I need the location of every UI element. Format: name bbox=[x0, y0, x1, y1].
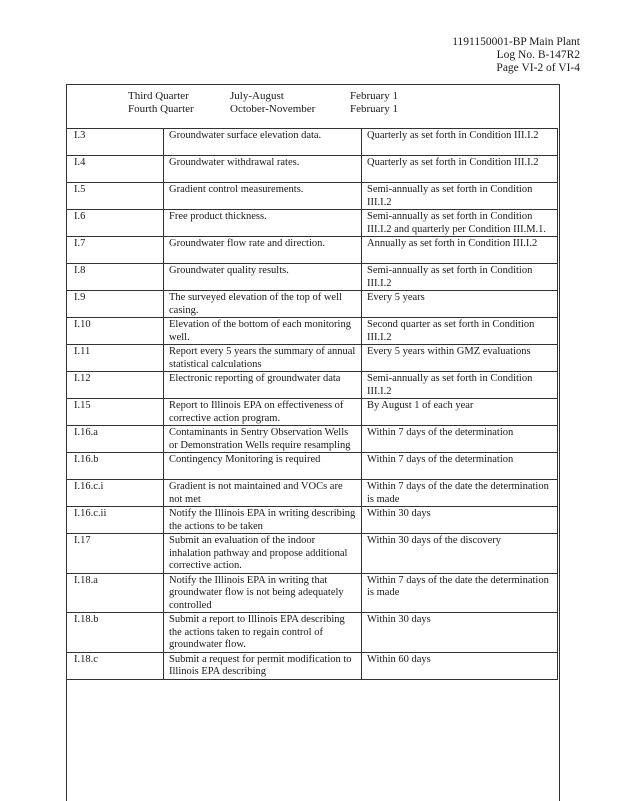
condition-id: I.6 bbox=[67, 210, 164, 237]
condition-id: I.8 bbox=[67, 264, 164, 291]
quarter-row bbox=[128, 90, 398, 103]
requirement-description: The surveyed elevation of the top of well casing. bbox=[164, 291, 362, 318]
requirement-description: Elevation of the bottom of each monitoring well. bbox=[164, 318, 362, 345]
requirement-description: Electronic reporting of groundwater data bbox=[164, 372, 362, 399]
requirement-description: Submit an evaluation of the indoor inhalation pathway and propose additional corrective action. bbox=[164, 534, 362, 574]
due-date: Second quarter as set forth in Condition III.I.2 bbox=[362, 318, 558, 345]
table-row bbox=[67, 237, 558, 264]
due-date: Semi-annually as set forth in Condition III.I.2 bbox=[362, 264, 558, 291]
due-date: Within 7 days of the date the determination is made bbox=[362, 480, 558, 507]
table-row bbox=[67, 534, 558, 574]
table-row bbox=[67, 453, 558, 480]
table-row bbox=[67, 573, 558, 613]
condition-id: I.15 bbox=[67, 399, 164, 426]
due-date: Every 5 years within GMZ evaluations bbox=[362, 345, 558, 372]
condition-id: I.7 bbox=[67, 237, 164, 264]
table-row bbox=[67, 426, 558, 453]
table-row bbox=[67, 156, 558, 183]
table-row bbox=[67, 399, 558, 426]
condition-id: I.9 bbox=[67, 291, 164, 318]
requirement-description: Gradient control measurements. bbox=[164, 183, 362, 210]
requirement-description: Contingency Monitoring is required bbox=[164, 453, 362, 480]
due-date: Semi-annually as set forth in Condition III.I.2 bbox=[362, 183, 558, 210]
condition-id: I.10 bbox=[67, 318, 164, 345]
requirement-description: Groundwater quality results. bbox=[164, 264, 362, 291]
due-date: Annually as set forth in Condition III.I.2 bbox=[362, 237, 558, 264]
due-date: Within 60 days bbox=[362, 652, 558, 679]
requirement-description: Notify the Illinois EPA in writing describing the actions to be taken bbox=[164, 507, 362, 534]
requirement-description: Groundwater surface elevation data. bbox=[164, 129, 362, 156]
requirement-description: Groundwater withdrawal rates. bbox=[164, 156, 362, 183]
reporting-requirements-table bbox=[66, 128, 558, 680]
condition-id: I.18.c bbox=[67, 652, 164, 679]
requirement-description: Submit a request for permit modification to Illinois EPA describing bbox=[164, 652, 362, 679]
quarter-schedule bbox=[128, 90, 398, 116]
condition-id: I.18.b bbox=[67, 613, 164, 653]
due-date: Every 5 years bbox=[362, 291, 558, 318]
table-row bbox=[67, 264, 558, 291]
header-facility-id: 1191150001-BP Main Plant bbox=[452, 36, 580, 48]
table-row bbox=[67, 318, 558, 345]
condition-id: I.18.a bbox=[67, 573, 164, 613]
quarter-row bbox=[128, 103, 398, 116]
due-date: Semi-annually as set forth in Condition III.I.2 and quarterly per Condition III.M.1. bbox=[362, 210, 558, 237]
requirement-description: Groundwater flow rate and direction. bbox=[164, 237, 362, 264]
table-row bbox=[67, 129, 558, 156]
table-row bbox=[67, 372, 558, 399]
requirement-description: Free product thickness. bbox=[164, 210, 362, 237]
table-row bbox=[67, 183, 558, 210]
table-row bbox=[67, 210, 558, 237]
requirement-description: Gradient is not maintained and VOCs are not met bbox=[164, 480, 362, 507]
due-date: Within 30 days bbox=[362, 507, 558, 534]
table-row bbox=[67, 613, 558, 653]
condition-id: I.16.b bbox=[67, 453, 164, 480]
condition-id: I.3 bbox=[67, 129, 164, 156]
due-date: Within 30 days of the discovery bbox=[362, 534, 558, 574]
condition-id: I.17 bbox=[67, 534, 164, 574]
due-date: Semi-annually as set forth in Condition III.I.2 bbox=[362, 372, 558, 399]
due-date: Within 7 days of the determination bbox=[362, 453, 558, 480]
table-row bbox=[67, 291, 558, 318]
requirement-description: Report every 5 years the summary of annual statistical calculations bbox=[164, 345, 362, 372]
due-date: Quarterly as set forth in Condition III.I.2 bbox=[362, 156, 558, 183]
condition-id: I.16.c.ii bbox=[67, 507, 164, 534]
condition-id: I.16.a bbox=[67, 426, 164, 453]
due-date: Quarterly as set forth in Condition III.I.2 bbox=[362, 129, 558, 156]
due-date: By August 1 of each year bbox=[362, 399, 558, 426]
condition-id: I.4 bbox=[67, 156, 164, 183]
condition-id: I.16.c.i bbox=[67, 480, 164, 507]
table-row bbox=[67, 480, 558, 507]
requirement-description: Report to Illinois EPA on effectiveness of corrective action program. bbox=[164, 399, 362, 426]
condition-id: I.11 bbox=[67, 345, 164, 372]
quarter-due-date: February 1 bbox=[350, 90, 398, 102]
table-row bbox=[67, 345, 558, 372]
table-row bbox=[67, 652, 558, 679]
condition-id: I.5 bbox=[67, 183, 164, 210]
quarter-months: October-November bbox=[230, 103, 316, 115]
document-header bbox=[452, 36, 580, 75]
requirement-description: Notify the Illinois EPA in writing that groundwater flow is not being adequately controlled bbox=[164, 573, 362, 613]
quarter-months: July-August bbox=[230, 90, 284, 102]
due-date: Within 30 days bbox=[362, 613, 558, 653]
due-date: Within 7 days of the date the determination is made bbox=[362, 573, 558, 613]
due-date: Within 7 days of the determination bbox=[362, 426, 558, 453]
quarter-name: Third Quarter bbox=[128, 90, 189, 102]
header-log-number: Log No. B-147R2 bbox=[496, 49, 580, 61]
requirement-description: Submit a report to Illinois EPA describing the actions taken to regain control of groundwater flow. bbox=[164, 613, 362, 653]
table-row bbox=[67, 507, 558, 534]
quarter-due-date: February 1 bbox=[350, 103, 398, 115]
requirement-description: Contaminants in Sentry Observation Wells or Demonstration Wells require resampling bbox=[164, 426, 362, 453]
quarter-name: Fourth Quarter bbox=[128, 103, 194, 115]
header-page-number: Page VI-2 of VI-4 bbox=[496, 62, 580, 74]
condition-id: I.12 bbox=[67, 372, 164, 399]
